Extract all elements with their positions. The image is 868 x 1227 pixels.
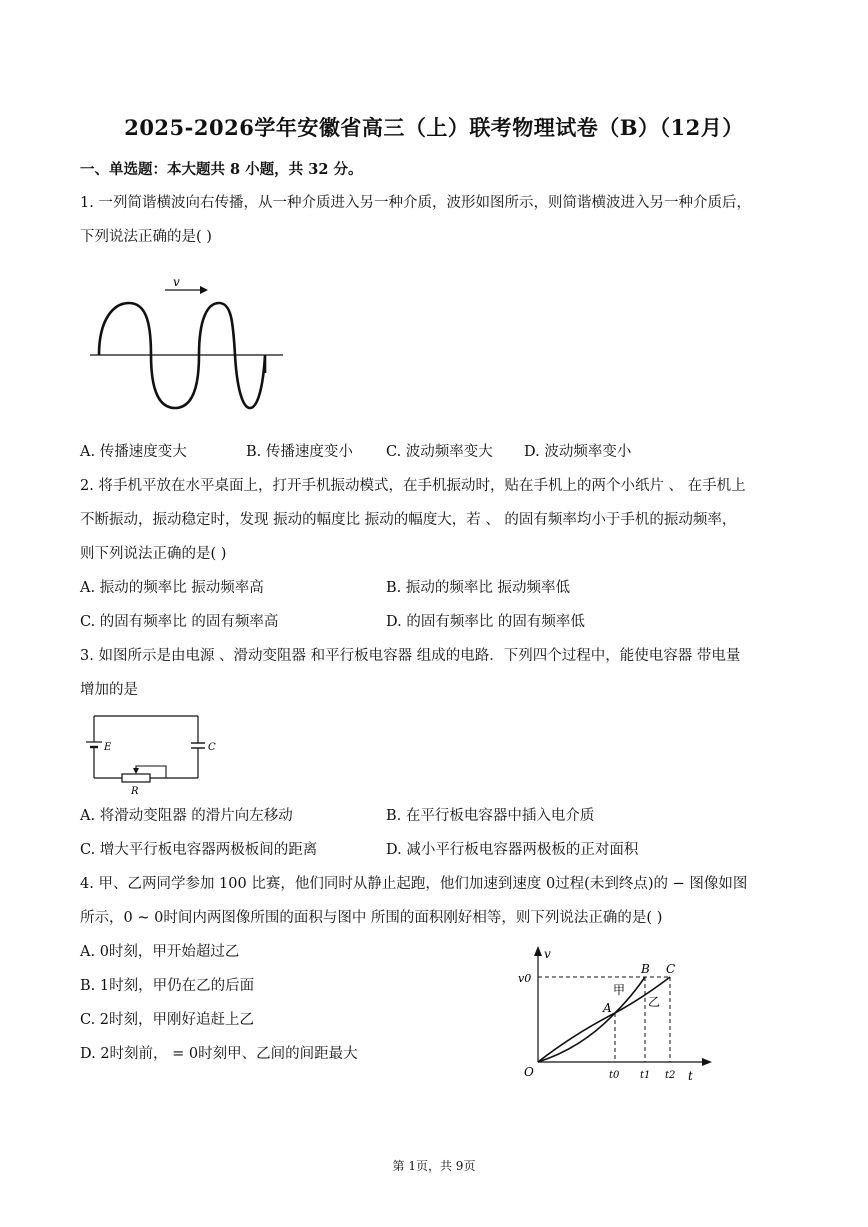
q4-vt-graph — [512, 942, 712, 1092]
origin-label: O — [524, 1065, 534, 1079]
q3-text-line1: 3. 如图所示是由电源 、滑动变阻器 和平行板电容器 组成的电路．下列四个过程中，能使电容器 带电量 — [80, 648, 741, 664]
q3-option-a: A. 将滑动变阻器 的滑片向左移动 — [80, 808, 293, 824]
q2-option-a: A. 振动的频率比 振动频率高 — [80, 580, 264, 596]
q3-circuit-figure — [82, 708, 222, 798]
capacitor-label: C — [208, 742, 216, 753]
page-title: 2025-2026学年安徽省高三（上）联考物理试卷（B）（12月） — [124, 115, 744, 140]
q4-option-b: B. 1时刻，甲仍在乙的后面 — [80, 978, 255, 994]
q4-option-a: A. 0时刻，甲开始超过乙 — [80, 944, 240, 960]
v0-label: v0 — [518, 972, 532, 985]
yi-curve — [538, 977, 670, 1062]
q1-text-line1: 1. 一列简谐横波向右传播，从一种介质进入另一种介质，波形如图所示，则简谐横波进入另一种介质后， — [80, 195, 751, 211]
q3-text-line2: 增加的是 — [80, 682, 138, 698]
q4-option-d: D. 2时刻前， = 0时刻甲、乙间的间距最大 — [80, 1046, 358, 1062]
point-b-label: B — [641, 962, 650, 976]
q1-option-c: C. 波动频率变大 — [386, 444, 493, 460]
q1-option-a: A. 传播速度变大 — [80, 444, 187, 460]
q2-option-b: B. 振动的频率比 振动频率低 — [386, 580, 570, 596]
t0-tick-label: t0 — [609, 1070, 620, 1081]
t2-tick-label: t2 — [665, 1070, 676, 1081]
q2-option-d: D. 的固有频率比 的固有频率低 — [386, 614, 585, 630]
rheostat-slider-arrow — [133, 768, 139, 774]
q1-option-d: D. 波动频率变小 — [524, 444, 632, 460]
q4-option-c: C. 2时刻，甲刚好追赶上乙 — [80, 1012, 255, 1028]
q1-wave-figure — [85, 268, 295, 428]
page-footer: 第 1页，共 9页 — [392, 1159, 476, 1173]
t-axis-label: t — [688, 1069, 693, 1083]
q2-text-line1: 2. 将手机平放在水平桌面上，打开手机振动模式，在手机振动时，贴在手机上的两个小纸片 、 在手机上 — [80, 478, 746, 494]
v-axis-label: v — [544, 947, 551, 961]
point-c-label: C — [666, 962, 676, 976]
velocity-label: v — [173, 275, 180, 289]
q3-option-c: C. 增大平行板电容器两极板间的距离 — [80, 842, 318, 858]
yi-label: 乙 — [648, 995, 661, 1009]
rheostat-label: R — [131, 786, 139, 797]
section-heading: 一、单选题：本大题共 8 小题，共 32 分。 — [80, 161, 363, 178]
q2-text-line3: 则下列说法正确的是( ) — [80, 546, 227, 562]
q4-text-line2: 所示，0 ~ 0时间内两图像所围的面积与图中 所围的面积刚好相等，则下列说法正确的是( ) — [80, 910, 663, 926]
battery-label: E — [104, 742, 112, 753]
rheostat-slider-wire — [136, 766, 166, 778]
q4-text-line1: 4. 甲、乙两同学参加 100 比赛，他们同时从静止起跑，他们加速到速度 0过程(未到终点)的 − 图像如图 — [80, 876, 748, 892]
q3-option-d: D. 减小平行板电容器两极板的正对面积 — [386, 842, 639, 858]
rheostat-body — [122, 774, 150, 782]
q3-option-b: B. 在平行板电容器中插入电介质 — [386, 808, 595, 824]
velocity-arrowhead — [200, 286, 208, 294]
t-axis-arrow — [702, 1058, 712, 1066]
v-axis-arrow — [534, 946, 542, 956]
q2-text-line2: 不断振动，振动稳定时，发现 振动的幅度比 振动的幅度大，若 、 的固有频率均小于手机的振动频率， — [80, 512, 737, 528]
t1-tick-label: t1 — [640, 1070, 651, 1081]
jia-label: 甲 — [613, 983, 626, 997]
q2-option-c: C. 的固有频率比 的固有频率高 — [80, 614, 279, 630]
q1-text-line2: 下列说法正确的是( ) — [80, 229, 212, 245]
q1-option-b: B. 传播速度变小 — [246, 444, 353, 460]
point-a-label: A — [603, 1001, 612, 1015]
